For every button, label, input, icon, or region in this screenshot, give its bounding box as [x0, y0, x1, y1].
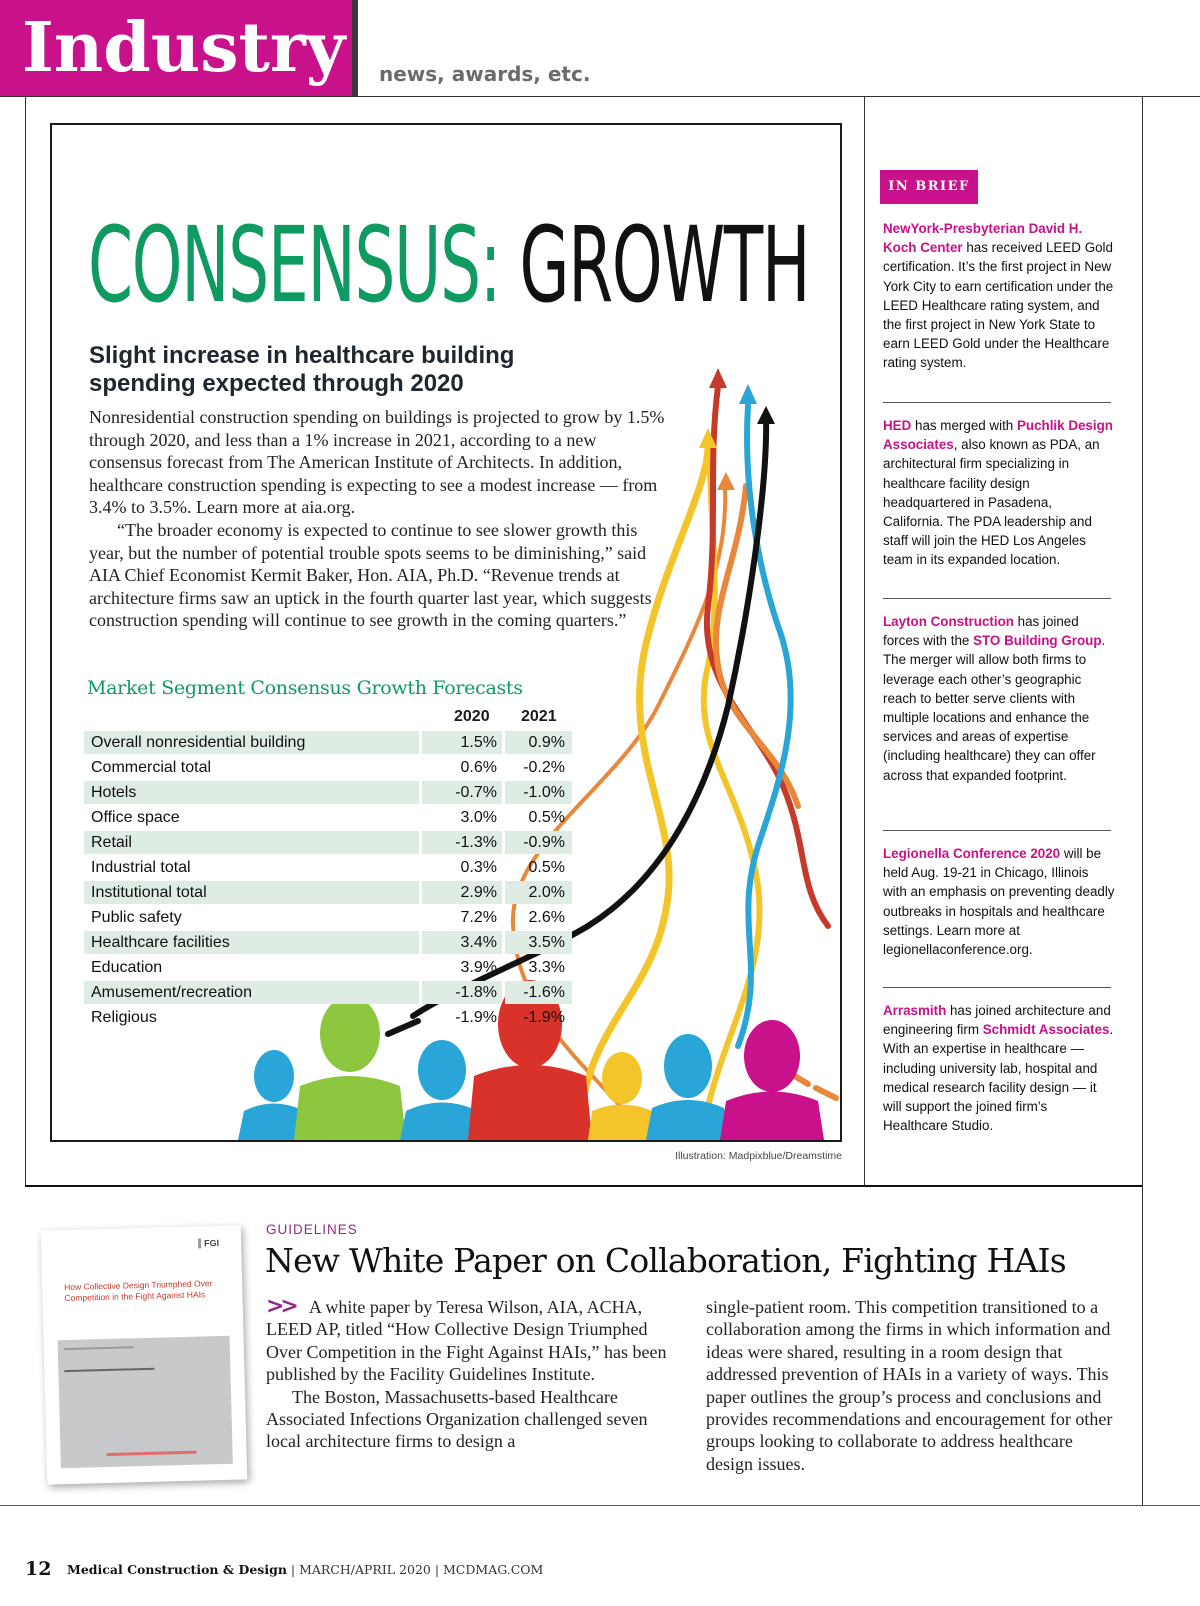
- brief-lead: Arrasmith: [883, 1003, 947, 1018]
- brief-divider: [883, 598, 1111, 599]
- brief-divider: [883, 402, 1111, 403]
- headline-green: CONSENSUS:: [88, 204, 501, 326]
- brief-text: has joined forces with the: [883, 614, 1079, 649]
- brief-item: [883, 844, 1115, 959]
- illustration-credit: Illustration: Madpixblue/Dreamstime: [675, 1150, 842, 1162]
- value-2021-cell: -0.9%: [505, 831, 572, 854]
- table-row: [84, 906, 565, 931]
- segment-cell: Public safety: [91, 909, 182, 926]
- col-header-2020: 2020: [454, 708, 490, 725]
- feature-subhead: Slight increase in healthcare building spending expected through 2020: [89, 342, 515, 397]
- header-rule: [0, 96, 1200, 97]
- value-2020-cell: -1.8%: [422, 981, 502, 1004]
- value-2020-cell: -1.3%: [422, 831, 502, 854]
- in-brief-tag: IN BRIEF: [880, 170, 978, 204]
- footer-rule: [0, 1505, 1200, 1506]
- value-2021-cell: 0.5%: [528, 809, 565, 826]
- value-2020-cell: 0.3%: [460, 859, 497, 876]
- brief-item: [883, 416, 1115, 570]
- frame-left-rule: [25, 96, 26, 1185]
- feature-headline: [88, 190, 809, 340]
- white-paper-paragraph: single-patient room. This competition transitioned to a collaboration among the firms in which information and ideas were shared, resulting in a room design that addressed prevention of HAIs in a variety of ways. This paper outlines the group’s process and conclusions and provides recommendations and encouragement for other groups looking to collaborate to address healthcare design issues.: [706, 1297, 1113, 1474]
- headline-black: GROWTH: [519, 204, 810, 326]
- value-2021-cell: 2.0%: [505, 881, 572, 904]
- feature-paragraph: “The broader economy is expected to continue to see slower growth this year, but the number of potential trouble spots seems to be diminishing,” said AIA Chief Economist Kermit Baker, Hon. AIA, Ph.D. “Revenue trends at architecture firms saw an uptick in the fourth quarter last year, which suggests construction spending will continue to see growth in the coming quarters.”: [89, 519, 652, 631]
- cover-grey-panel: [58, 1336, 233, 1468]
- value-2020-cell: -1.9%: [455, 1009, 497, 1026]
- table-row: [84, 856, 565, 881]
- feature-body: [89, 406, 669, 632]
- brief-lead: HED: [883, 418, 912, 433]
- segment-cell: Overall nonresidential building: [84, 731, 419, 754]
- white-paper-kicker: GUIDELINES: [266, 1222, 358, 1237]
- section-divider: [25, 1185, 1142, 1187]
- segment-cell: Retail: [84, 831, 419, 854]
- value-2020-cell: 1.5%: [422, 731, 502, 754]
- table-row: [84, 756, 565, 781]
- brief-lead: Legionella Conference 2020: [883, 846, 1061, 861]
- sidebar-left-rule: [864, 96, 865, 1185]
- brief-divider: [883, 830, 1111, 831]
- forecast-table-title: Market Segment Consensus Growth Forecasts: [87, 677, 523, 699]
- brief-text: will be held Aug. 19-21 in Chicago, Illinois with an emphasis on preventing deadly outbreaks in hospitals and healthcare settings. Learn more at legionellaconference.org.: [883, 846, 1115, 958]
- segment-cell: Religious: [91, 1009, 157, 1026]
- brief-lead: STO Building Group: [973, 633, 1102, 649]
- brief-item: [883, 219, 1115, 373]
- value-2020-cell: 3.4%: [422, 931, 502, 954]
- table-row: [84, 881, 565, 906]
- brief-text: has merged with: [911, 418, 1017, 433]
- cover-title: How Collective Design Triumphed Over Competition in the Fight Against HAIs: [64, 1278, 213, 1303]
- segment-cell: Hotels: [84, 781, 419, 804]
- feature-paragraph: Nonresidential construction spending on buildings is projected to grow by 1.5% through 2020, and less than a 1% increase in 2021, according to a new consensus forecast from The American Institute of Architects. In addition, healthcare construction spending is expecting to see a modest increase — from 3.4% to 3.5%. Learn more at aia.org.: [89, 407, 665, 518]
- segment-cell: Healthcare facilities: [84, 931, 419, 954]
- segment-cell: Amusement/recreation: [84, 981, 419, 1004]
- white-paper-column-2: [706, 1296, 1122, 1475]
- segment-cell: Industrial total: [91, 859, 191, 876]
- brief-lead: NewYork-Presbyterian David H. Koch Center: [883, 221, 1083, 256]
- table-row: [84, 931, 565, 956]
- white-paper-column-1: [266, 1296, 684, 1453]
- issue-info: | MARCH/APRIL 2020 | MCDMAG.COM: [286, 1562, 544, 1577]
- value-2021-cell: -1.0%: [505, 781, 572, 804]
- forecast-table: [84, 705, 565, 1031]
- frame-right-rule: [1142, 96, 1143, 1506]
- value-2020-cell: 2.9%: [422, 881, 502, 904]
- brief-item: [883, 1001, 1115, 1135]
- publication-name: Medical Construction & Design: [67, 1562, 287, 1577]
- table-row: [84, 981, 565, 1006]
- value-2021-cell: -1.6%: [505, 981, 572, 1004]
- table-row: [84, 806, 565, 831]
- brief-lead: Schmidt Associates: [982, 1022, 1110, 1038]
- value-2020-cell: 7.2%: [460, 909, 497, 926]
- value-2020-cell: -0.7%: [422, 781, 502, 804]
- brief-text: has received LEED Gold certification. It’s the first project in New York City to earn certification under the LEED Healthcare rating system, and the first project in New York State to earn LEED Gold under the Healthcare rating system.: [883, 240, 1114, 371]
- value-2021-cell: 0.5%: [528, 859, 565, 876]
- value-2021-cell: -0.2%: [523, 759, 565, 776]
- white-paper-headline: New White Paper on Collaboration, Fighting HAIs: [265, 1241, 1066, 1280]
- header-divider: [352, 0, 358, 96]
- value-2021-cell: 3.3%: [528, 959, 565, 976]
- white-paper-paragraph: The Boston, Massachusetts-based Healthcare Associated Infections Organization challenged seven local architecture firms to design a: [266, 1386, 648, 1452]
- fgi-logo: FGI: [198, 1238, 219, 1249]
- value-2020-cell: 3.9%: [460, 959, 497, 976]
- brief-text: has joined architecture and engineering firm: [883, 1003, 1111, 1038]
- value-2021-cell: -1.9%: [523, 1009, 565, 1026]
- brief-text: , also known as PDA, an architectural firm specializing in healthcare facility design headquartered in Pasadena, California. The PDA leadership and staff will join the HED Los Angeles team in its expanded location.: [883, 437, 1100, 568]
- table-row: [84, 1006, 565, 1031]
- value-2021-cell: 0.9%: [505, 731, 572, 754]
- table-row: [84, 731, 565, 756]
- section-title: Industry: [22, 8, 346, 88]
- publication-line: [67, 1562, 543, 1577]
- segment-cell: Commercial total: [91, 759, 212, 776]
- value-2020-cell: 3.0%: [460, 809, 497, 826]
- brief-item: [883, 612, 1115, 785]
- brief-lead: Puchlik Design Associates: [883, 418, 1113, 453]
- table-row: [84, 956, 565, 981]
- white-paper-paragraph: A white paper by Teresa Wilson, AIA, ACHA, LEED AP, titled “How Collective Design Triumphed Over Competition in the Fight Against HAIs,” has been published by the Facility Guidelines Institute.: [266, 1297, 667, 1385]
- col-header-2021: 2021: [521, 708, 557, 725]
- page-number: 12: [25, 1558, 52, 1580]
- white-paper-cover-image: [41, 1225, 248, 1484]
- value-2020-cell: 0.6%: [460, 759, 497, 776]
- segment-cell: Office space: [91, 809, 180, 826]
- value-2021-cell: 2.6%: [528, 909, 565, 926]
- brief-divider: [883, 987, 1111, 988]
- brief-text: . With an expertise in healthcare — including university lab, hospital and medical research facility design — it will support the joined firm’s Healthcare Studio.: [883, 1022, 1114, 1134]
- brief-lead: Layton Construction: [883, 614, 1014, 629]
- table-row: [84, 831, 565, 856]
- table-header: [84, 705, 557, 731]
- table-body: [84, 731, 565, 1031]
- table-row: [84, 781, 565, 806]
- brief-text: . The merger will allow both firms to leverage each other’s geographic reach to better serve clients with multiple locations and enhance the services and areas of expertise (including healthcare) they can offer across that expanded footprint.: [883, 633, 1106, 783]
- segment-cell: Education: [91, 959, 163, 976]
- value-2021-cell: 3.5%: [505, 931, 572, 954]
- segment-cell: Institutional total: [84, 881, 419, 904]
- section-subtitle: news, awards, etc.: [379, 62, 591, 86]
- double-chevron-icon: >>: [266, 1294, 295, 1319]
